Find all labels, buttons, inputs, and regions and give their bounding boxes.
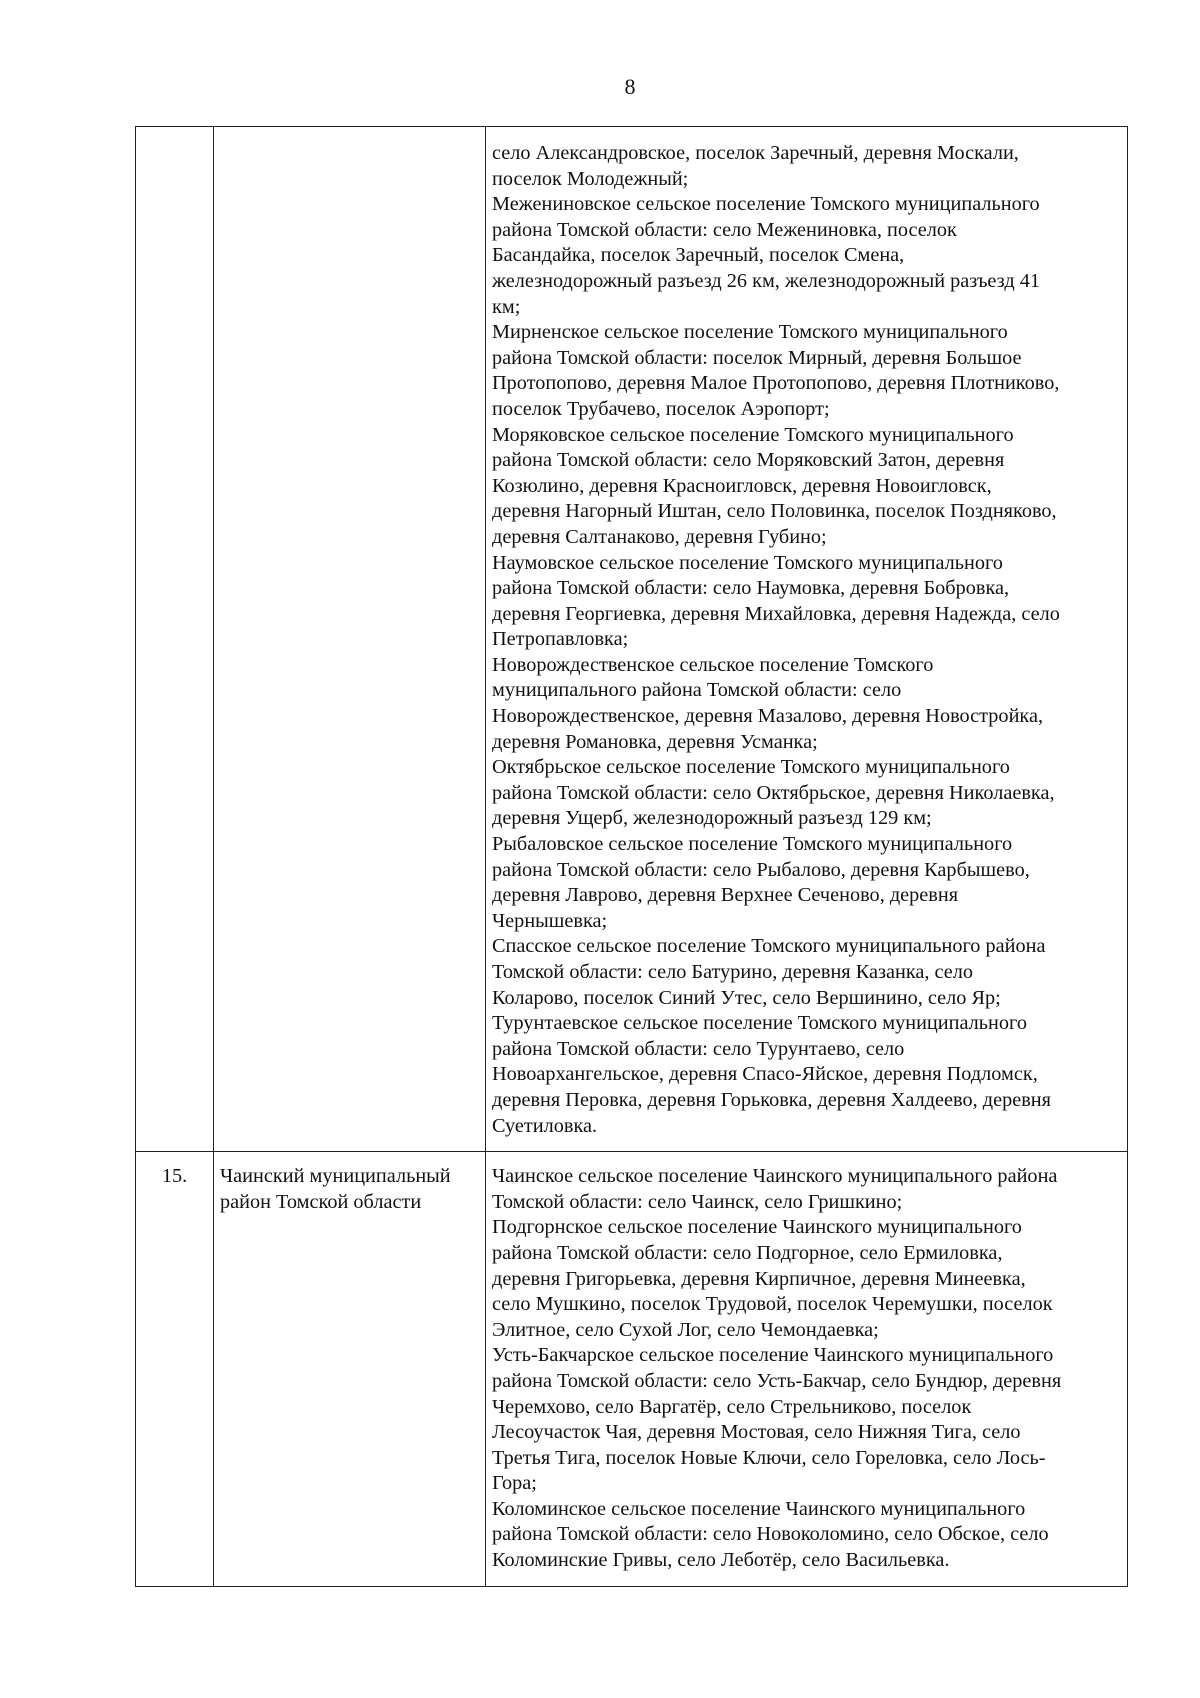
text-line: Моряковское сельское поселение Томского муниципального — [492, 423, 1014, 446]
text-line: района Томской области: село Рыбалово, деревня Карбышево, — [492, 858, 1030, 881]
text-line: района Томской области: село Турунтаево, село — [492, 1037, 905, 1060]
text-line: района Томской области: село Октябрьское, деревня Николаевка, — [492, 781, 1055, 804]
text-line: район Томской области — [220, 1190, 422, 1213]
text-line: Коломинские Гривы, село Леботёр, село Васильевка. — [492, 1549, 950, 1572]
text-line: Коларово, поселок Синий Утес, село Вершинино, село Яр; — [492, 986, 1001, 1009]
text-line: село Александровское, поселок Заречный, деревня Москали, — [492, 142, 1019, 164]
text-line: Черемхово, село Варгатёр, село Стрельниково, поселок — [492, 1395, 972, 1418]
text-line: Спасское сельское поселение Томского муниципального района — [492, 935, 1046, 958]
text-line: Лесоучасток Чая, деревня Мостовая, село Нижняя Тига, село — [492, 1421, 1021, 1444]
text-line: поселок Молодежный; — [492, 167, 689, 190]
settlements-cell — [486, 127, 1128, 1152]
text-line: Козюлино, деревня Красноигловск, деревня Новоигловск, — [492, 474, 992, 497]
text-line: деревня Салтанаково, деревня Губино; — [492, 525, 827, 548]
text-line: Подгорнское сельское поселение Чаинского муниципального — [492, 1216, 1022, 1239]
text-line: деревня Перовка, деревня Горьковка, деревня Халдеево, деревня — [492, 1088, 1051, 1111]
text-line: село Мушкино, поселок Трудовой, поселок Черемушки, поселок — [492, 1293, 1053, 1316]
text-line: Мирненское сельское поселение Томского муниципального — [492, 321, 1008, 344]
text-line: деревня Григорьевка, деревня Кирпичное, деревня Минеевка, — [492, 1267, 1026, 1290]
text-line: муниципального района Томской области: село — [492, 679, 902, 702]
text-line: района Томской области: село Подгорное, село Ермиловка, — [492, 1241, 1003, 1264]
text-line: деревня Георгиевка, деревня Михайловка, деревня Надежда, село — [492, 602, 1060, 625]
district-cell — [214, 1152, 486, 1587]
text-line: поселок Трубачево, поселок Аэропорт; — [492, 397, 830, 420]
text-line: Рыбаловское сельское поселение Томского муниципального — [492, 833, 1013, 856]
text-line: района Томской области: село Усть-Бакчар, село Бундюр, деревня — [492, 1369, 1062, 1392]
text-line: Чернышевка; — [492, 909, 608, 932]
text-line: деревня Романовка, деревня Усманка; — [492, 730, 818, 753]
text-line: района Томской области: село Межениновка, поселок — [492, 218, 957, 241]
text-line: Томской области: село Чаинск, село Гришкино; — [492, 1190, 903, 1213]
text-line: Чаинский муниципальный — [220, 1165, 451, 1188]
text-line: Элитное, село Сухой Лог, село Чемондаевка; — [492, 1318, 879, 1341]
text-line: железнодорожный разъезд 26 км, железнодорожный разъезд 41 — [492, 269, 1040, 292]
text-line: Петропавловка; — [492, 628, 629, 651]
text-line: деревня Лаврово, деревня Верхнее Сеченово, деревня — [492, 884, 959, 907]
text-line: Басандайка, поселок Заречный, поселок Смена, — [492, 244, 905, 267]
settlements-cell — [486, 1152, 1128, 1587]
text-line: Новоархангельское, деревня Спасо-Яйское, деревня Подломск, — [492, 1063, 1038, 1086]
text-line: деревня Нагорный Иштан, село Половинка, поселок Поздняково, — [492, 500, 1057, 523]
table-row — [136, 1152, 1128, 1587]
table-row — [136, 127, 1128, 1152]
text-line: Новорождественское, деревня Мазалово, деревня Новостройка, — [492, 705, 1044, 728]
text-line: Новорождественское сельское поселение Томского — [492, 653, 934, 676]
text-line: Томской области: село Батурино, деревня Казанка, село — [492, 961, 974, 983]
text-line: Коломинское сельское поселение Чаинского муниципального — [492, 1497, 1026, 1520]
settlements-table — [135, 126, 1128, 1587]
text-line: района Томской области: село Моряковский Затон, деревня — [492, 449, 1005, 472]
text-line: района Томской области: село Новоколомино, село Обское, село — [492, 1523, 1049, 1546]
district-cell — [214, 127, 486, 1152]
text-line: Межениновское сельское поселение Томского муниципального — [492, 193, 1040, 216]
text-line: деревня Ущерб, железнодорожный разъезд 129 км; — [492, 807, 932, 830]
text-line: Суетиловка. — [492, 1114, 598, 1137]
page-number: 8 — [624, 74, 636, 99]
row-number-cell — [136, 127, 214, 1152]
text-line: района Томской области: поселок Мирный, деревня Большое — [492, 346, 1022, 369]
row-number-cell: 15. — [136, 1152, 214, 1587]
text-line: Турунтаевское сельское поселение Томского муниципального — [492, 1012, 1027, 1035]
text-line: Протопопово, деревня Малое Протопопово, деревня Плотниково, — [492, 372, 1060, 395]
text-line: Гора; — [492, 1472, 537, 1495]
text-line: Чаинское сельское поселение Чаинского муниципального района — [492, 1165, 1058, 1188]
text-line: Наумовское сельское поселение Томского муниципального — [492, 551, 1003, 574]
text-line: км; — [492, 295, 521, 318]
text-line: Октябрьское сельское поселение Томского муниципального — [492, 756, 1010, 779]
text-line: Третья Тига, поселок Новые Ключи, село Гореловка, село Лось- — [492, 1446, 1046, 1469]
text-line: Усть-Бакчарское сельское поселение Чаинского муниципального — [492, 1344, 1054, 1367]
text-line: района Томской области: село Наумовка, деревня Бобровка, — [492, 577, 1010, 600]
